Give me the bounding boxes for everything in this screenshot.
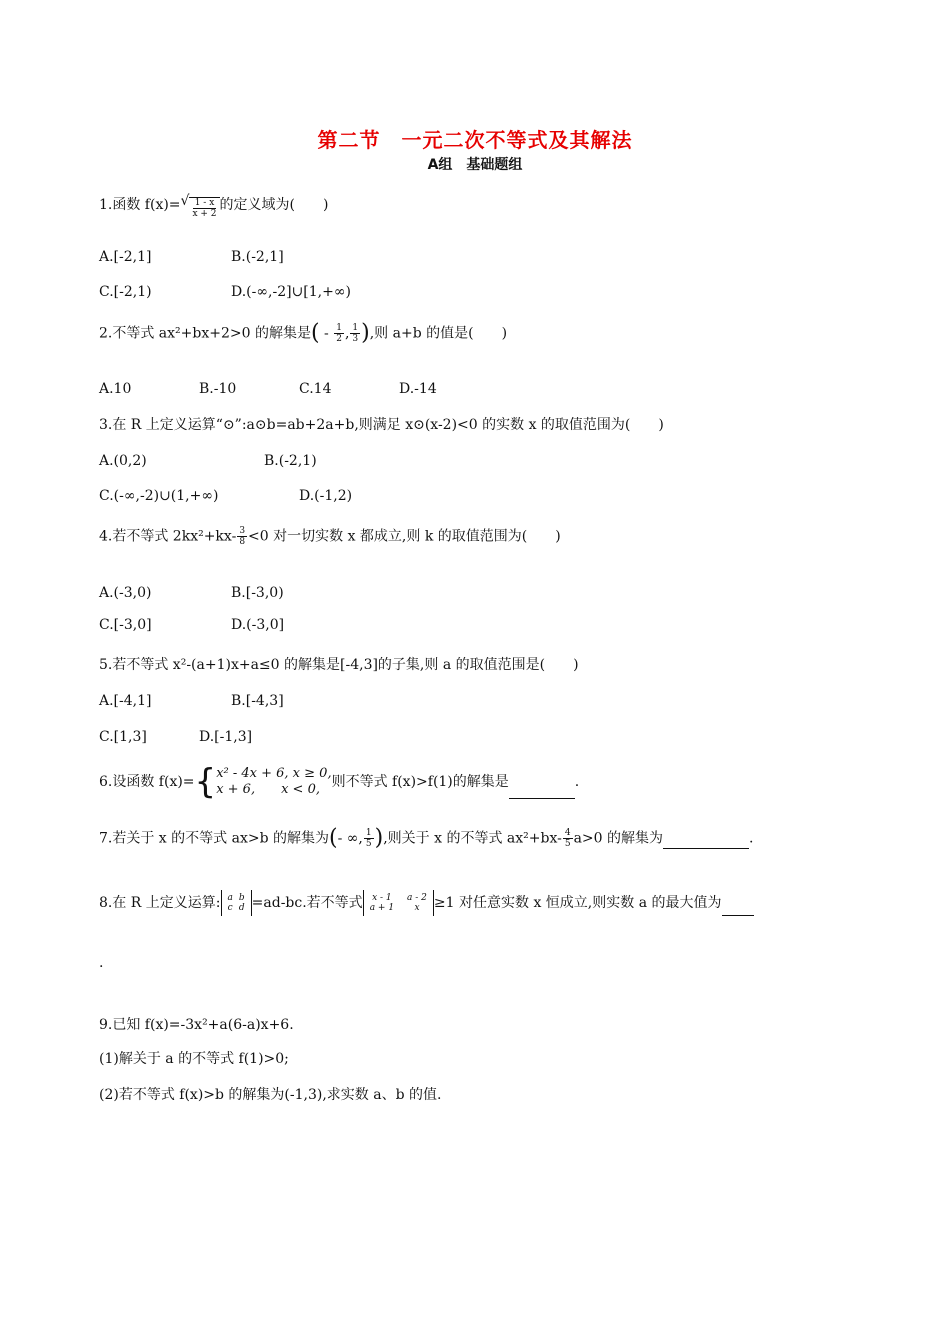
q1-option-d: D.(-∞,-2]∪[1,+∞) xyxy=(231,284,351,300)
q4-prefix: 4.若不等式 2kx²+kx- xyxy=(99,528,237,545)
q3-option-c: C.(-∞,-2)∪(1,+∞) xyxy=(99,488,219,504)
q2-n1: 1 xyxy=(336,323,342,333)
q2-prefix: 2.不等式 ax²+bx+2>0 的解集是 xyxy=(99,325,311,342)
question-9: 9.已知 f(x)=-3x²+a(6-a)x+6. xyxy=(99,1017,294,1033)
q6-suffix: 则不等式 f(x)>f(1)的解集是 xyxy=(331,774,509,790)
piecewise-function: { x² - 4x + 6, x ≥ 0, x + 6, x < 0, xyxy=(194,762,332,802)
q7-interval-start: - ∞, xyxy=(337,830,363,847)
question-8 xyxy=(99,890,754,916)
q8-prefix: 8.在 R 上定义运算: xyxy=(99,895,221,911)
q8-e12-den: x xyxy=(414,903,420,913)
q8-e11-num: x - 1 xyxy=(372,893,392,903)
q8-suffix: ≥1 对任意实数 x 恒成立,则实数 a 的最大值为 xyxy=(433,895,722,911)
q7-numerator: 1 xyxy=(365,828,372,838)
det-d: d xyxy=(238,903,245,913)
q2-n2: 1 xyxy=(352,323,359,333)
q7-numerator-2: 4 xyxy=(564,828,571,838)
q2-d1: 2 xyxy=(336,334,342,344)
q2-option-b: B.-10 xyxy=(199,381,237,397)
det-b: b xyxy=(238,893,245,903)
q4-suffix: <0 对一切实数 x 都成立,则 k 的取值范围为( ) xyxy=(248,528,561,545)
q2-suffix: ,则 a+b 的值是( ) xyxy=(369,325,508,342)
q8-period: . xyxy=(99,955,104,971)
q2-option-c: C.14 xyxy=(299,381,332,397)
q4-option-d: D.(-3,0] xyxy=(231,617,285,633)
q5-option-c: C.[1,3] xyxy=(99,729,147,745)
q2-d2: 3 xyxy=(352,334,359,344)
q3-option-a: A.(0,2) xyxy=(99,453,147,469)
q3-option-d: D.(-1,2) xyxy=(299,488,353,504)
q1-option-a: A.[-2,1] xyxy=(99,249,152,265)
determinant-inequality xyxy=(363,890,434,916)
q8-e12-num: a - 2 xyxy=(407,893,427,903)
question-2: 2.不等式 ax²+bx+2>0 的解集是( - $\frac{1}{2}$ , $\frac{1}{3}$ ),则 a+b 的值是( ) xyxy=(99,320,508,346)
question-9-part-2: (2)若不等式 f(x)>b 的解集为(-1,3),求实数 a、b 的值. xyxy=(99,1087,442,1103)
q4-numerator: 3 xyxy=(239,526,246,536)
determinant-definition xyxy=(221,890,252,916)
q7-denominator-2: 5 xyxy=(564,839,571,849)
q4-denominator: 8 xyxy=(239,537,246,547)
question-1 xyxy=(99,191,328,219)
question-3: 3.在 R 上定义运算“⊙”:a⊙b=ab+2a+b,则满足 x⊙(x-2)<0 的实数 x 的取值范围为( ) xyxy=(99,417,664,433)
page-title: 第二节 一元二次不等式及其解法 xyxy=(317,128,633,152)
q1-numerator: 1 - x xyxy=(194,198,215,208)
q4-option-a: A.(-3,0) xyxy=(99,585,152,601)
q4-option-b: B.[-3,0) xyxy=(231,585,284,601)
sqrt-expression: √ $\frac{1 - x}{x + 2}$ xyxy=(181,191,220,219)
q5-option-d: D.[-1,3] xyxy=(199,729,253,745)
det-a: a xyxy=(227,893,233,903)
q7-answer-blank xyxy=(663,848,749,849)
q5-option-a: A.[-4,1] xyxy=(99,693,152,709)
q1-option-b: B.(-2,1] xyxy=(231,249,284,265)
q8-e11-den: a + 1 xyxy=(369,903,395,913)
q1-denominator: x + 2 xyxy=(192,209,217,219)
section-subtitle: A组 基础题组 xyxy=(427,157,523,173)
q7-middle: ,则关于 x 的不等式 ax²+bx- xyxy=(383,830,562,847)
q3-option-b: B.(-2,1) xyxy=(264,453,317,469)
q6-case-1: x² - 4x + 6, x ≥ 0, xyxy=(216,766,332,781)
q7-prefix: 7.若关于 x 的不等式 ax>b 的解集为 xyxy=(99,830,329,847)
q5-option-b: B.[-4,3] xyxy=(231,693,284,709)
q1-option-c: C.[-2,1) xyxy=(99,284,152,300)
q2-option-d: D.-14 xyxy=(399,381,437,397)
q8-middle: =ad-bc.若不等式 xyxy=(251,895,363,911)
q6-case-2: x + 6, x < 0, xyxy=(216,782,320,797)
q1-prefix: 1.函数 f(x)= xyxy=(99,197,181,213)
det-c: c xyxy=(227,903,233,913)
question-4 xyxy=(99,526,561,547)
question-5: 5.若不等式 x²-(a+1)x+a≤0 的解集是[-4,3]的子集,则 a 的取值范围是( ) xyxy=(99,657,579,673)
question-9-part-1: (1)解关于 a 的不等式 f(1)>0; xyxy=(99,1051,289,1067)
q4-option-c: C.[-3,0] xyxy=(99,617,152,633)
question-7: 7.若关于 x 的不等式 ax>b 的解集为(- ∞, $\frac{1}{5}$ ),则关于 x 的不等式 ax²+bx- $\frac{4}{5}$ a>0 的解集为 . xyxy=(99,825,754,851)
q7-suffix: a>0 的解集为 xyxy=(573,830,664,847)
q8-answer-blank xyxy=(722,915,754,916)
q1-suffix: 的定义域为( ) xyxy=(219,197,329,213)
question-6: 6.设函数 f(x)= { x² - 4x + 6, x ≥ 0, x + 6, x < 0, 则不等式 f(x)>f(1)的解集是 . xyxy=(99,762,580,802)
q6-answer-blank xyxy=(509,798,575,799)
q2-option-a: A.10 xyxy=(99,381,132,397)
q6-prefix: 6.设函数 f(x)= xyxy=(99,774,195,790)
q7-denominator: 5 xyxy=(365,839,372,849)
